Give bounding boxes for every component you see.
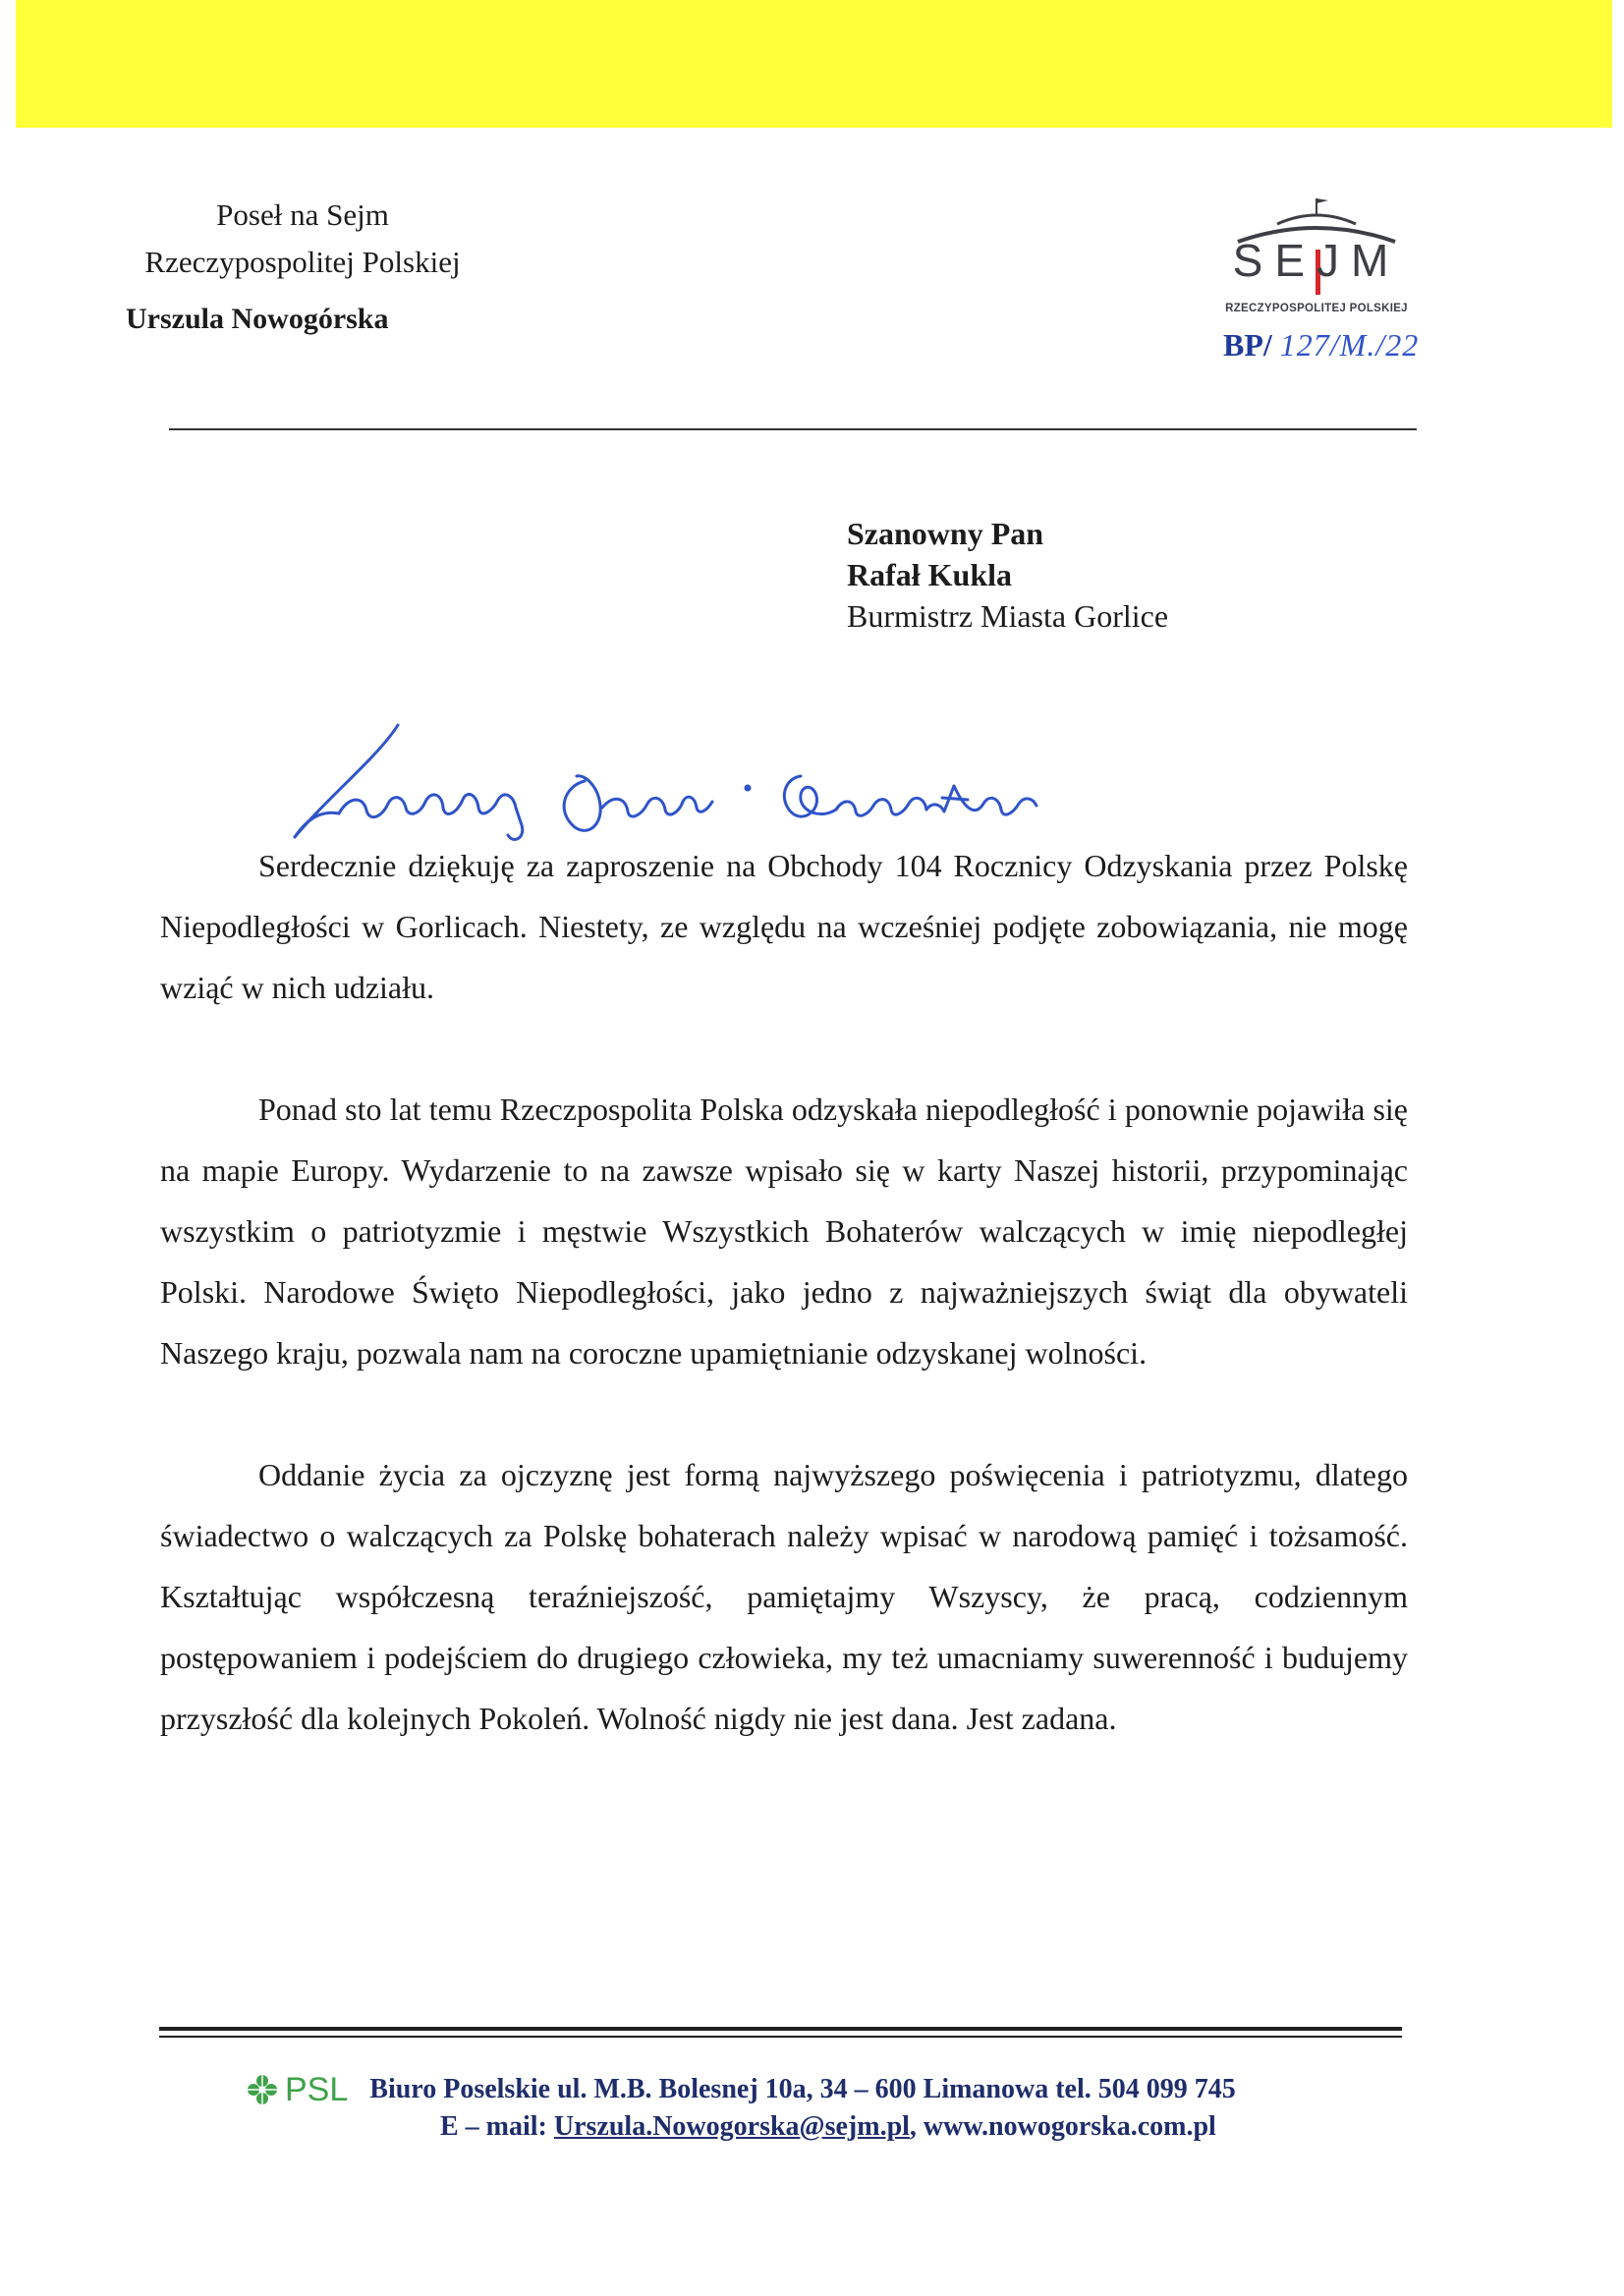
footer-divider-thick	[159, 2027, 1402, 2031]
sender-block	[126, 192, 617, 343]
reference-handwritten: 127/M./22	[1279, 327, 1420, 363]
footer-address: Biuro Poselskie ul. M.B. Bolesnej 10a, 34 – 600 Limanowa tel. 504 099 745	[369, 2074, 1236, 2104]
footer-divider-thin	[159, 2036, 1402, 2038]
body-paragraph-1: Serdecznie dziękuję za zaproszenie na Obchody 104 Rocznicy Odzyskania przez Polskę Niepodległości w Gorlicach. Niestety, ze względu na wcześniej podjęte zobowiązania, nie mogę wziąć w nich udziału.	[160, 848, 1408, 1005]
footer-email-label: E – mail:	[440, 2111, 554, 2142]
recipient-name: Rafał Kukla	[847, 557, 1013, 592]
psl-logo	[246, 2071, 348, 2108]
letter-body	[160, 835, 1408, 1810]
sejm-subtitle: RZECZYPOSPOLITEJ POLSKIEJ	[1225, 303, 1408, 314]
reference-prefix: BP/	[1223, 327, 1272, 363]
handwritten-salutation	[290, 717, 1174, 845]
recipient-title: Burmistrz Miasta Gorlice	[847, 598, 1169, 634]
clover-icon	[246, 2073, 279, 2106]
footer-separator: ,	[909, 2111, 924, 2142]
sender-name: Urszula Nowogórska	[126, 303, 389, 335]
reference-number	[1223, 327, 1419, 364]
footer-website-link[interactable]: www.nowogorska.com.pl	[923, 2111, 1216, 2142]
header-divider	[169, 428, 1417, 430]
footer-email-link[interactable]: Urszula.Nowogorska@sejm.pl	[553, 2111, 910, 2142]
recipient-block	[847, 513, 1168, 637]
sejm-wordmark: SEJM	[1232, 235, 1401, 286]
footer-contact-row	[246, 2108, 1425, 2146]
recipient-salutation: Szanowny Pan	[847, 516, 1044, 551]
footer-address-row	[246, 2071, 1425, 2108]
sender-title-line1: Poseł na Sejm	[216, 197, 389, 232]
sender-title-line2: Rzeczypospolitej Polskiej	[144, 245, 461, 279]
yellow-highlight-bar	[16, 0, 1612, 128]
footer-block	[246, 2071, 1425, 2146]
body-paragraph-2: Ponad sto lat temu Rzeczpospolita Polska odzyskała niepodległość i ponownie pojawiła się na mapie Europy. Wydarzenie to na zawsze wpisało się w karty Naszej historii, przypominając wszystkim o patriotyzmie i męstwie Wszystkich Bohaterów walczących w imię niepodległej Polski. Narodowe Święto Niepodległości, jako jedno z najważniejszych świąt dla obywateli Naszego kraju, pozwala nam na coroczne upamiętnianie odzyskanej wolności.	[160, 1092, 1408, 1371]
body-paragraph-3: Oddanie życia za ojczyznę jest formą najwyższego poświęcenia i patriotyzmu, dlatego świadectwo o walczących za Polskę bohaterach należy wpisać w narodową pamięć i tożsamość. Kształtując współczesną teraźniejszość, pamiętajmy Wszyscy, że pracą, codziennym postępowaniem i podejściem do drugiego człowieka, my też umacniamy suwerenność i budujemy przyszłość dla kolejnych Pokoleń. Wolność nigdy nie jest dana. Jest zadana.	[160, 1457, 1408, 1736]
psl-wordmark: PSL	[285, 2071, 349, 2108]
